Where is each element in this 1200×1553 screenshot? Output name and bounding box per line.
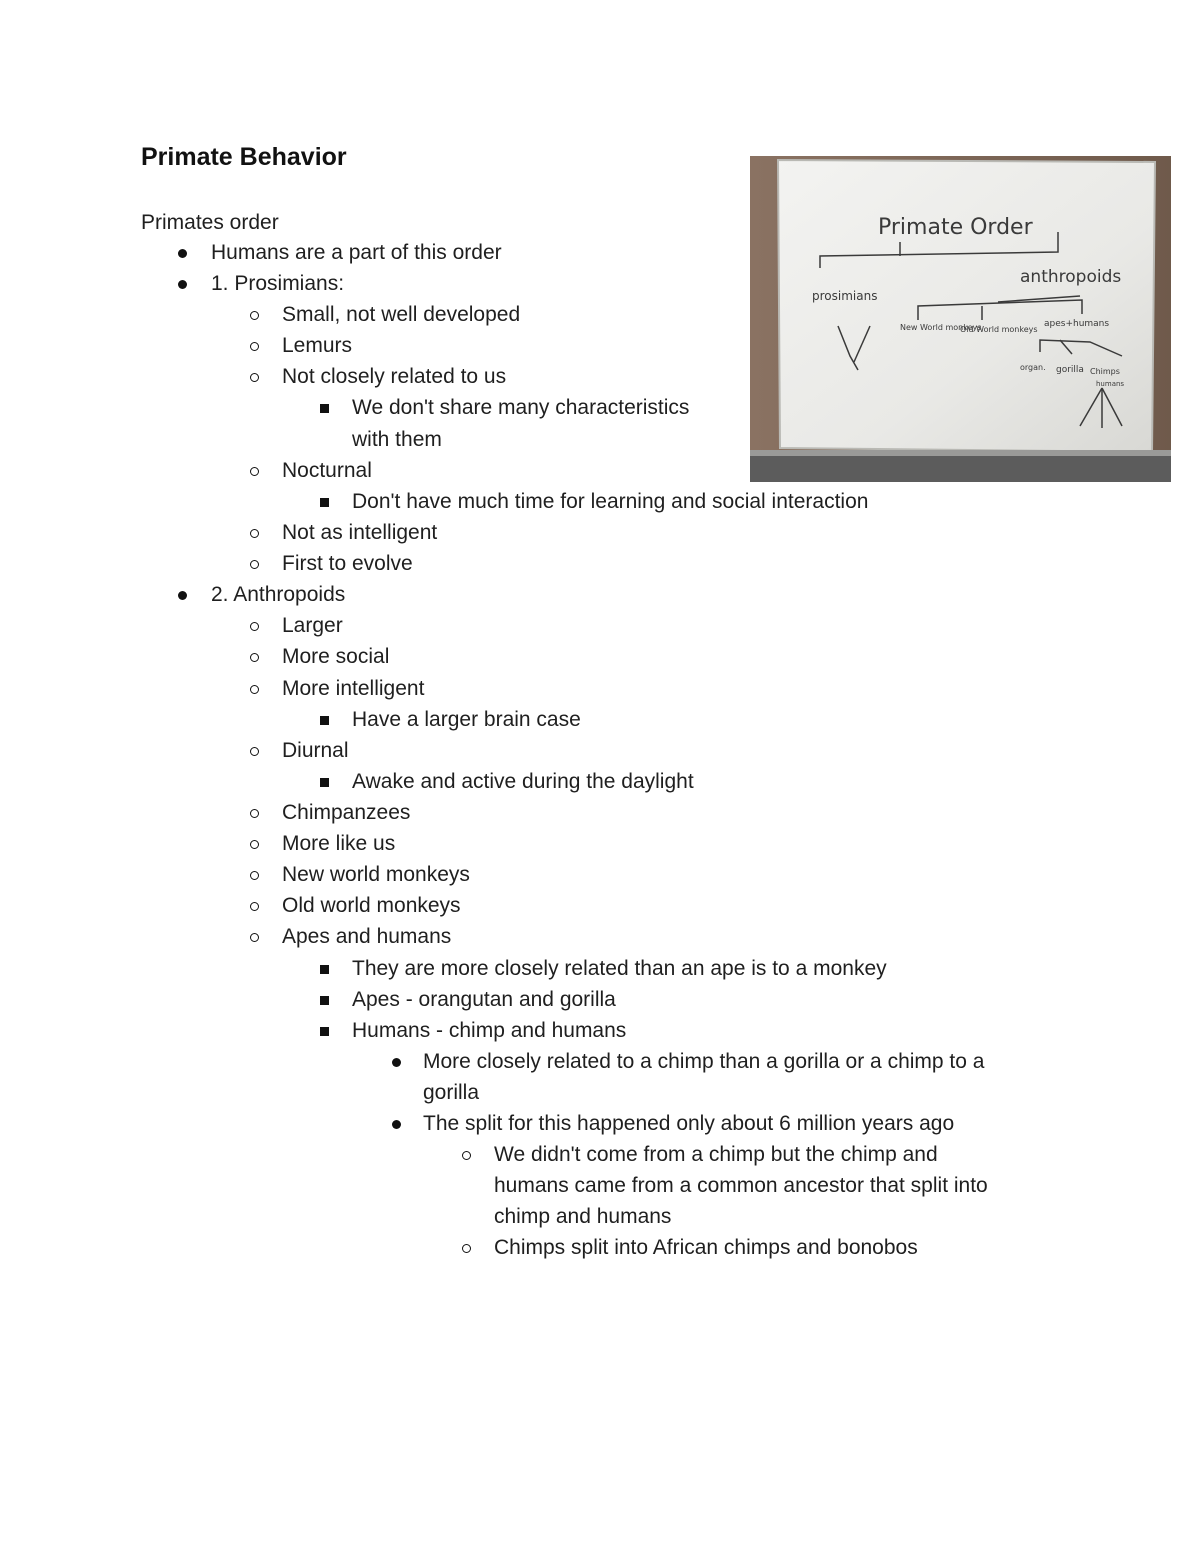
whiteboard-leaf-2: gorilla xyxy=(1056,365,1084,375)
list-item-text: More intelligent xyxy=(282,677,425,700)
square-bullet-icon xyxy=(320,778,329,787)
whiteboard-leaf-4: humans xyxy=(1096,380,1125,388)
circle-bullet-icon xyxy=(250,840,259,849)
circle-bullet-icon xyxy=(250,622,259,631)
list-item xyxy=(494,1201,671,1232)
circle-bullet-icon xyxy=(250,467,259,476)
whiteboard-leaf-3: Chimps xyxy=(1090,367,1120,376)
list-item xyxy=(352,704,581,735)
list-item-text: Diurnal xyxy=(282,739,349,762)
list-item-text: We didn't come from a chimp but the chimp and xyxy=(494,1143,938,1166)
whiteboard-photo xyxy=(750,156,1171,482)
circle-bullet-icon xyxy=(250,529,259,538)
list-item xyxy=(282,828,395,859)
list-item-text: Larger xyxy=(282,614,343,637)
disc-bullet-icon xyxy=(392,1120,401,1129)
list-item xyxy=(352,766,694,797)
whiteboard-new-world: New World monkeys xyxy=(900,323,982,332)
list-item xyxy=(494,1139,938,1170)
list-item xyxy=(282,641,389,672)
list-item xyxy=(282,921,451,952)
list-item-text: Have a larger brain case xyxy=(352,708,581,731)
list-item-text: Awake and active during the daylight xyxy=(352,770,694,793)
list-item-text: Chimpanzees xyxy=(282,801,411,824)
list-item-text: Lemurs xyxy=(282,334,353,357)
whiteboard-anthropoids: anthropoids xyxy=(1020,267,1122,287)
whiteboard-old-world: Old World monkeys xyxy=(960,325,1038,334)
list-item-text: Old world monkeys xyxy=(282,894,461,917)
list-item-text: 2. Anthropoids xyxy=(211,583,346,606)
circle-bullet-icon xyxy=(250,902,259,911)
list-item-text: Don't have much time for learning and social interaction xyxy=(352,490,869,513)
list-item-text: We don't share many characteristics xyxy=(352,396,690,419)
list-item xyxy=(282,299,520,330)
circle-bullet-icon xyxy=(250,342,259,351)
list-item-text: Chimps split into African chimps and bonobos xyxy=(494,1236,918,1259)
list-item xyxy=(282,517,437,548)
whiteboard-apes: apes+humans xyxy=(1044,319,1110,329)
list-item xyxy=(423,1046,984,1077)
list-item xyxy=(352,392,689,423)
page-title: Primate Behavior xyxy=(141,143,347,171)
list-item xyxy=(282,455,372,486)
list-item-text: 1. Prosimians: xyxy=(211,272,345,295)
square-bullet-icon xyxy=(320,1027,329,1036)
list-item xyxy=(423,1077,479,1108)
list-item xyxy=(352,486,868,517)
circle-bullet-icon xyxy=(250,685,259,694)
list-item xyxy=(494,1232,918,1263)
list-item-text: Not closely related to us xyxy=(282,365,507,388)
circle-bullet-icon xyxy=(250,871,259,880)
list-item xyxy=(282,890,461,921)
circle-bullet-icon xyxy=(250,747,259,756)
circle-bullet-icon xyxy=(250,373,259,382)
list-item xyxy=(211,579,345,610)
list-item xyxy=(352,1015,626,1046)
disc-bullet-icon xyxy=(178,249,187,258)
list-item-text: Apes and humans xyxy=(282,925,452,948)
list-item xyxy=(423,1108,954,1139)
list-item xyxy=(282,330,352,361)
disc-bullet-icon xyxy=(178,280,187,289)
list-item-text: More social xyxy=(282,645,390,668)
list-item-text: More closely related to a chimp than a gorilla or a chimp to a xyxy=(423,1050,985,1073)
list-item-text: They are more closely related than an ape is to a monkey xyxy=(352,957,887,980)
list-item xyxy=(282,797,410,828)
circle-bullet-icon xyxy=(462,1151,471,1160)
circle-bullet-icon xyxy=(462,1244,471,1253)
list-item xyxy=(282,548,413,579)
list-item-text: gorilla xyxy=(423,1081,480,1104)
list-item xyxy=(282,735,349,766)
square-bullet-icon xyxy=(320,996,329,1005)
whiteboard-leaf-1: organ. xyxy=(1020,363,1046,372)
list-item-text: with them xyxy=(352,428,442,451)
disc-bullet-icon xyxy=(392,1058,401,1067)
list-item xyxy=(211,268,344,299)
list-item xyxy=(352,424,442,455)
list-item xyxy=(211,237,502,268)
circle-bullet-icon xyxy=(250,653,259,662)
list-item-text: humans came from a common ancestor that split into xyxy=(494,1174,988,1197)
circle-bullet-icon xyxy=(250,809,259,818)
list-item xyxy=(282,361,506,392)
list-item xyxy=(282,859,470,890)
list-item-text: Nocturnal xyxy=(282,459,372,482)
list-item-text: Humans - chimp and humans xyxy=(352,1019,627,1042)
circle-bullet-icon xyxy=(250,311,259,320)
circle-bullet-icon xyxy=(250,933,259,942)
list-item xyxy=(352,953,887,984)
section-heading: Primates order xyxy=(141,211,279,234)
list-item xyxy=(282,610,343,641)
list-item xyxy=(494,1170,988,1201)
whiteboard-prosimians: prosimians xyxy=(812,289,878,303)
list-item-text: Apes - orangutan and gorilla xyxy=(352,988,616,1011)
square-bullet-icon xyxy=(320,404,329,413)
list-item-text: Humans are a part of this order xyxy=(211,241,502,264)
list-item-text: More like us xyxy=(282,832,396,855)
square-bullet-icon xyxy=(320,716,329,725)
square-bullet-icon xyxy=(320,965,329,974)
disc-bullet-icon xyxy=(178,591,187,600)
list-item-text: Small, not well developed xyxy=(282,303,521,326)
list-item-text: chimp and humans xyxy=(494,1205,672,1228)
list-item-text: The split for this happened only about 6 million years ago xyxy=(423,1112,955,1135)
circle-bullet-icon xyxy=(250,560,259,569)
list-item xyxy=(352,984,616,1015)
list-item-text: New world monkeys xyxy=(282,863,470,886)
list-item-text: Not as intelligent xyxy=(282,521,438,544)
square-bullet-icon xyxy=(320,498,329,507)
list-item xyxy=(282,673,424,704)
list-item-text: First to evolve xyxy=(282,552,413,575)
whiteboard-heading: Primate Order xyxy=(878,215,1033,240)
